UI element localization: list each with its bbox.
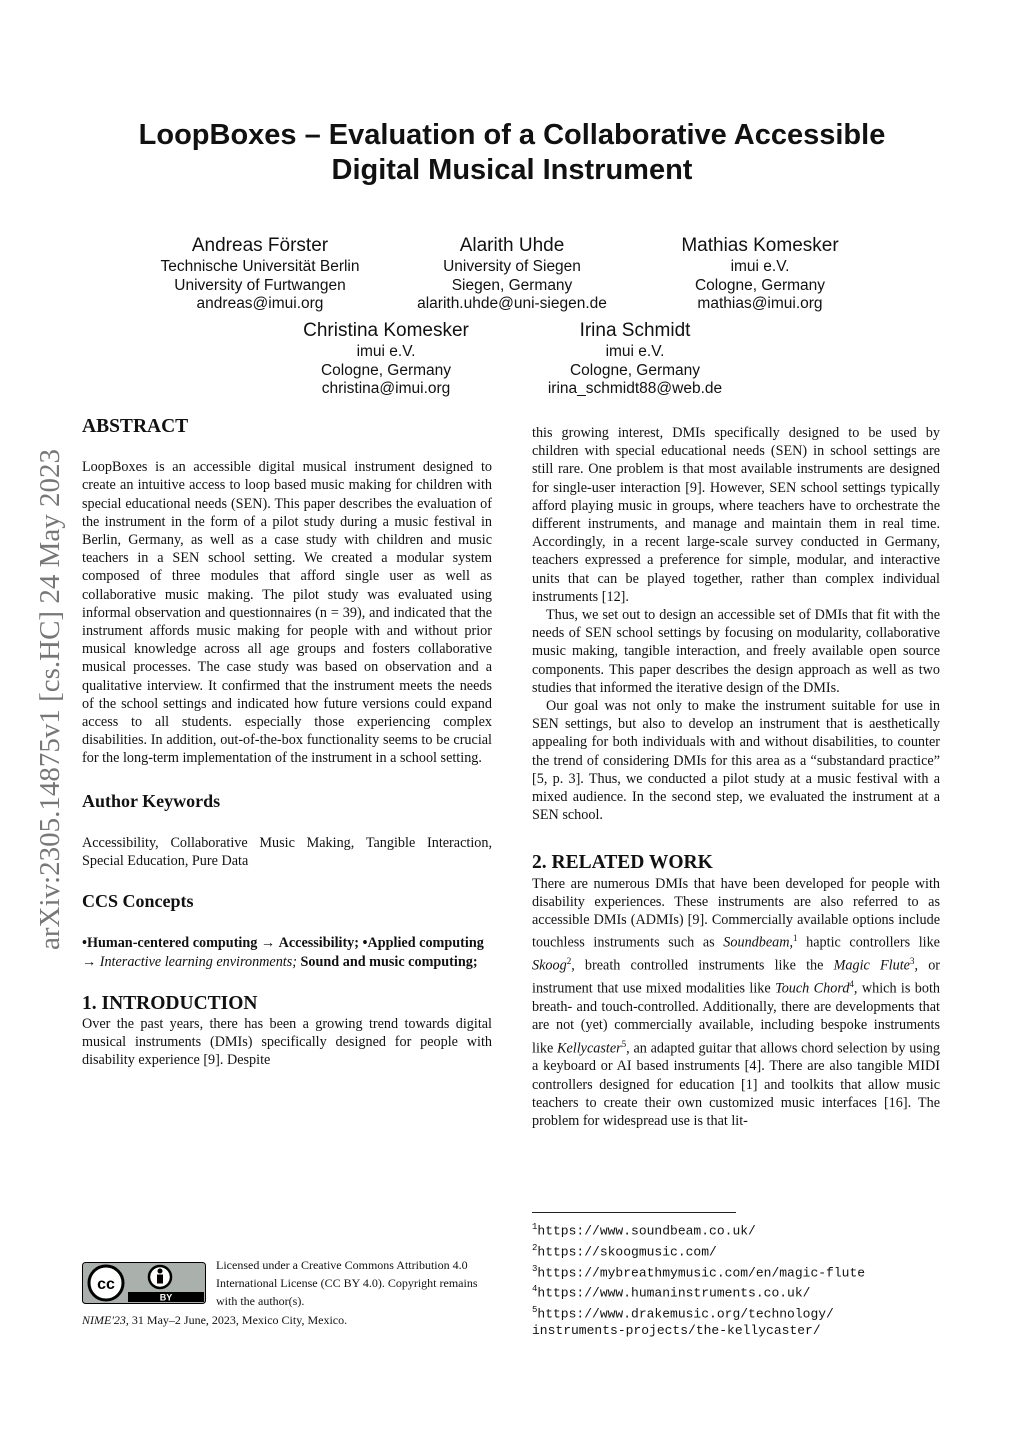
keywords-text: Accessibility, Collaborative Music Making, Tangible Interaction, Special Education, Pure Data xyxy=(82,834,492,870)
abstract-text: LoopBoxes is an accessible digital musical instrument designed to create an intuitive access to loop based music making for children with special educational needs (SEN). This paper describes the evaluation of the instrument in the form of a pilot study during a music festival in Berlin, Germany, as well as a case study with children and music teachers in a SEN school setting. We created a modular system composed of three modules that afford single user as well as collaborative music making. The pilot study was evaluated using informal observation and questionnaires (n = 39), and indicated that the instrument affords music making for people with and without prior musical knowledge across all age groups and fosters collaborative musical processes. The case study was based on observation and a qualitative interview. It confirmed that the instrument meets the needs of the school settings and indicated how future versions could expand access to all students. especially those experiencing complex disabilities. In addition, out-of-the-box functionality seems to be crucial for the long-term implementation of the instrument in a school setting. xyxy=(82,459,492,767)
author-affiliation: imui e.V. xyxy=(605,343,665,360)
cc-by-logo xyxy=(82,1262,206,1304)
author-affiliation: Cologne, Germany xyxy=(569,361,701,379)
author-email: christina@imui.org xyxy=(321,380,451,397)
footnote: $^3$https://mybreathmymusic.com/en/magic-flute xyxy=(532,1263,866,1280)
author-email: andreas@imui.org xyxy=(196,295,324,312)
ccs-heading: CCS Concepts xyxy=(82,891,194,912)
by-label: BY xyxy=(159,1292,173,1303)
author-affiliation: Cologne, Germany xyxy=(320,361,452,379)
abstract-heading: ABSTRACT xyxy=(82,416,189,437)
paper-title xyxy=(0,118,1024,188)
right-column xyxy=(532,424,940,1130)
footnote-link[interactable]: https://skoogmusic.com/ xyxy=(537,1244,717,1260)
author-name: Mathias Komesker xyxy=(681,235,839,256)
introduction-text: Over the past years, there has been a growing trend towards digital musical instruments (DMIs) specifically designed for people with disability experience [9]. Despite xyxy=(82,1016,492,1069)
author-name: Irina Schmidt xyxy=(579,320,691,341)
title-line-2: Digital Musical Instrument xyxy=(331,154,693,186)
author-affiliation: University of Siegen xyxy=(443,258,581,275)
intro-paragraph: Thus, we set out to design an accessible set of DMIs that fit with the needs of SEN school settings by focusing on modularity, collaborative music making, tangible interaction, and freely available open source components. This paper describes the design approach as well as two studies that informed the iterative design of the DMIs. xyxy=(532,607,940,696)
footnote-link[interactable]: https://www.humaninstruments.co.uk/ xyxy=(537,1285,811,1301)
footnote-rule xyxy=(532,1212,736,1213)
intro-paragraph: Our goal was not only to make the instrument suitable for use in SEN settings, but also to develop an instrument that is aesthetically appealing for both individuals with and without disabilities, to counter the trend of considering DMIs for this area as a “substandard practice” [5, p. 3]. Thus, we conducted a pilot study at a music festival with a mixed audience. In the second step, we evaluated the instrument at a SEN school. xyxy=(532,698,940,824)
intro-continued: this growing interest, DMIs specifically designed to be used by children with special educational needs (SEN) in school settings are still rare. One problem is that most available instruments are designed for single-user interaction [9]. However, SEN school settings typically afford playing music in groups, where teachers have to orchestrate the different instruments, and manage and maintain them in real time. Accordingly, in a recent large-scale survey conducted in Germany, teachers expressed a preference for simple, modular, and interactive units that can be played together, rather than complex individual instruments [12]. xyxy=(532,425,940,605)
author-affiliation: Technische Universität Berlin xyxy=(160,258,360,275)
license-text: Licensed under a Creative Commons Attribution 4.0 International License (CC BY 4.0). Copyright remains with the author(s). xyxy=(216,1258,478,1308)
cc-label: cc xyxy=(97,1276,115,1293)
author-email: irina_schmidt88@web.de xyxy=(547,380,723,397)
author-block xyxy=(485,319,785,399)
author-affiliation: imui e.V. xyxy=(730,258,790,275)
author-email: alarith.uhde@uni-siegen.de xyxy=(417,295,607,312)
author-name: Andreas Förster xyxy=(191,235,329,256)
author-affiliation: Siegen, Germany xyxy=(451,276,573,294)
footnote-link[interactable]: https://www.drakemusic.org/technology/ xyxy=(537,1306,834,1322)
author-name: Alarith Uhde xyxy=(459,235,565,256)
footnote: $^2$https://skoogmusic.com/ xyxy=(532,1242,717,1260)
author-block xyxy=(610,234,910,314)
related-work-text: There are numerous DMIs that have been developed for people with disability experiences. These instruments are also referred to as accessible DMIs (ADMIs) [9]. Commercially available options include touchless instruments such as Soundbeam,$^1$ haptic controllers like Skoog$^2$, breath controlled instruments like the Magic Flute$^3$, or instrument that use mixed modalities like Touch Chord$^4$, which is both breath- and touch-controlled. Additionally, there are developments that are not (yet) commercially available, including bespoke instruments like Kellycaster$^5$, an adapted guitar that allows chord selection by using a keyboard or AI based instruments [4]. There are also tangible MIDI controllers designed for education [1] and toolkits that allow music teachers to create their own customized music interfaces [16]. The problem for widespread use is that lit- xyxy=(532,875,941,1130)
author-affiliation: imui e.V. xyxy=(356,343,416,360)
keywords-heading: Author Keywords xyxy=(82,790,221,811)
introduction-heading: 1. INTRODUCTION xyxy=(82,992,258,1014)
ccs-text: •Human-centered computing → Accessibility; •Applied computing → Interactive learning environments; Sound and music computing; xyxy=(82,935,484,970)
author-affiliation: Cologne, Germany xyxy=(694,276,826,294)
author-email: mathias@imui.org xyxy=(697,295,823,312)
footnotes xyxy=(532,1219,952,1340)
arxiv-identifier: arXiv:2305.14875v1 [cs.HC] 24 May 2023 xyxy=(34,448,66,950)
footnote: $^1$https://www.soundbeam.co.uk/ xyxy=(532,1222,756,1239)
footnote: $^5$https://www.drakemusic.org/technology/ xyxy=(532,1305,834,1322)
footnote-link[interactable]: https://www.soundbeam.co.uk/ xyxy=(537,1223,756,1239)
title-line-1: LoopBoxes – Evaluation of a Collaborative Accessible xyxy=(138,119,886,151)
footnote-link[interactable]: https://mybreathmymusic.com/en/magic-flute xyxy=(537,1264,866,1280)
left-column xyxy=(82,418,492,1070)
author-name: Christina Komesker xyxy=(303,320,469,341)
footnote-continuation[interactable]: instruments-projects/the-kellycaster/ xyxy=(532,1323,821,1339)
footnote: $^4$https://www.humaninstruments.co.uk/ xyxy=(532,1284,811,1301)
venue-line: NIME'23, 31 May–2 June, 2023, Mexico City, Mexico. xyxy=(82,1313,348,1327)
author-affiliation: University of Furtwangen xyxy=(174,276,346,294)
related-work-heading: 2. RELATED WORK xyxy=(532,852,713,874)
